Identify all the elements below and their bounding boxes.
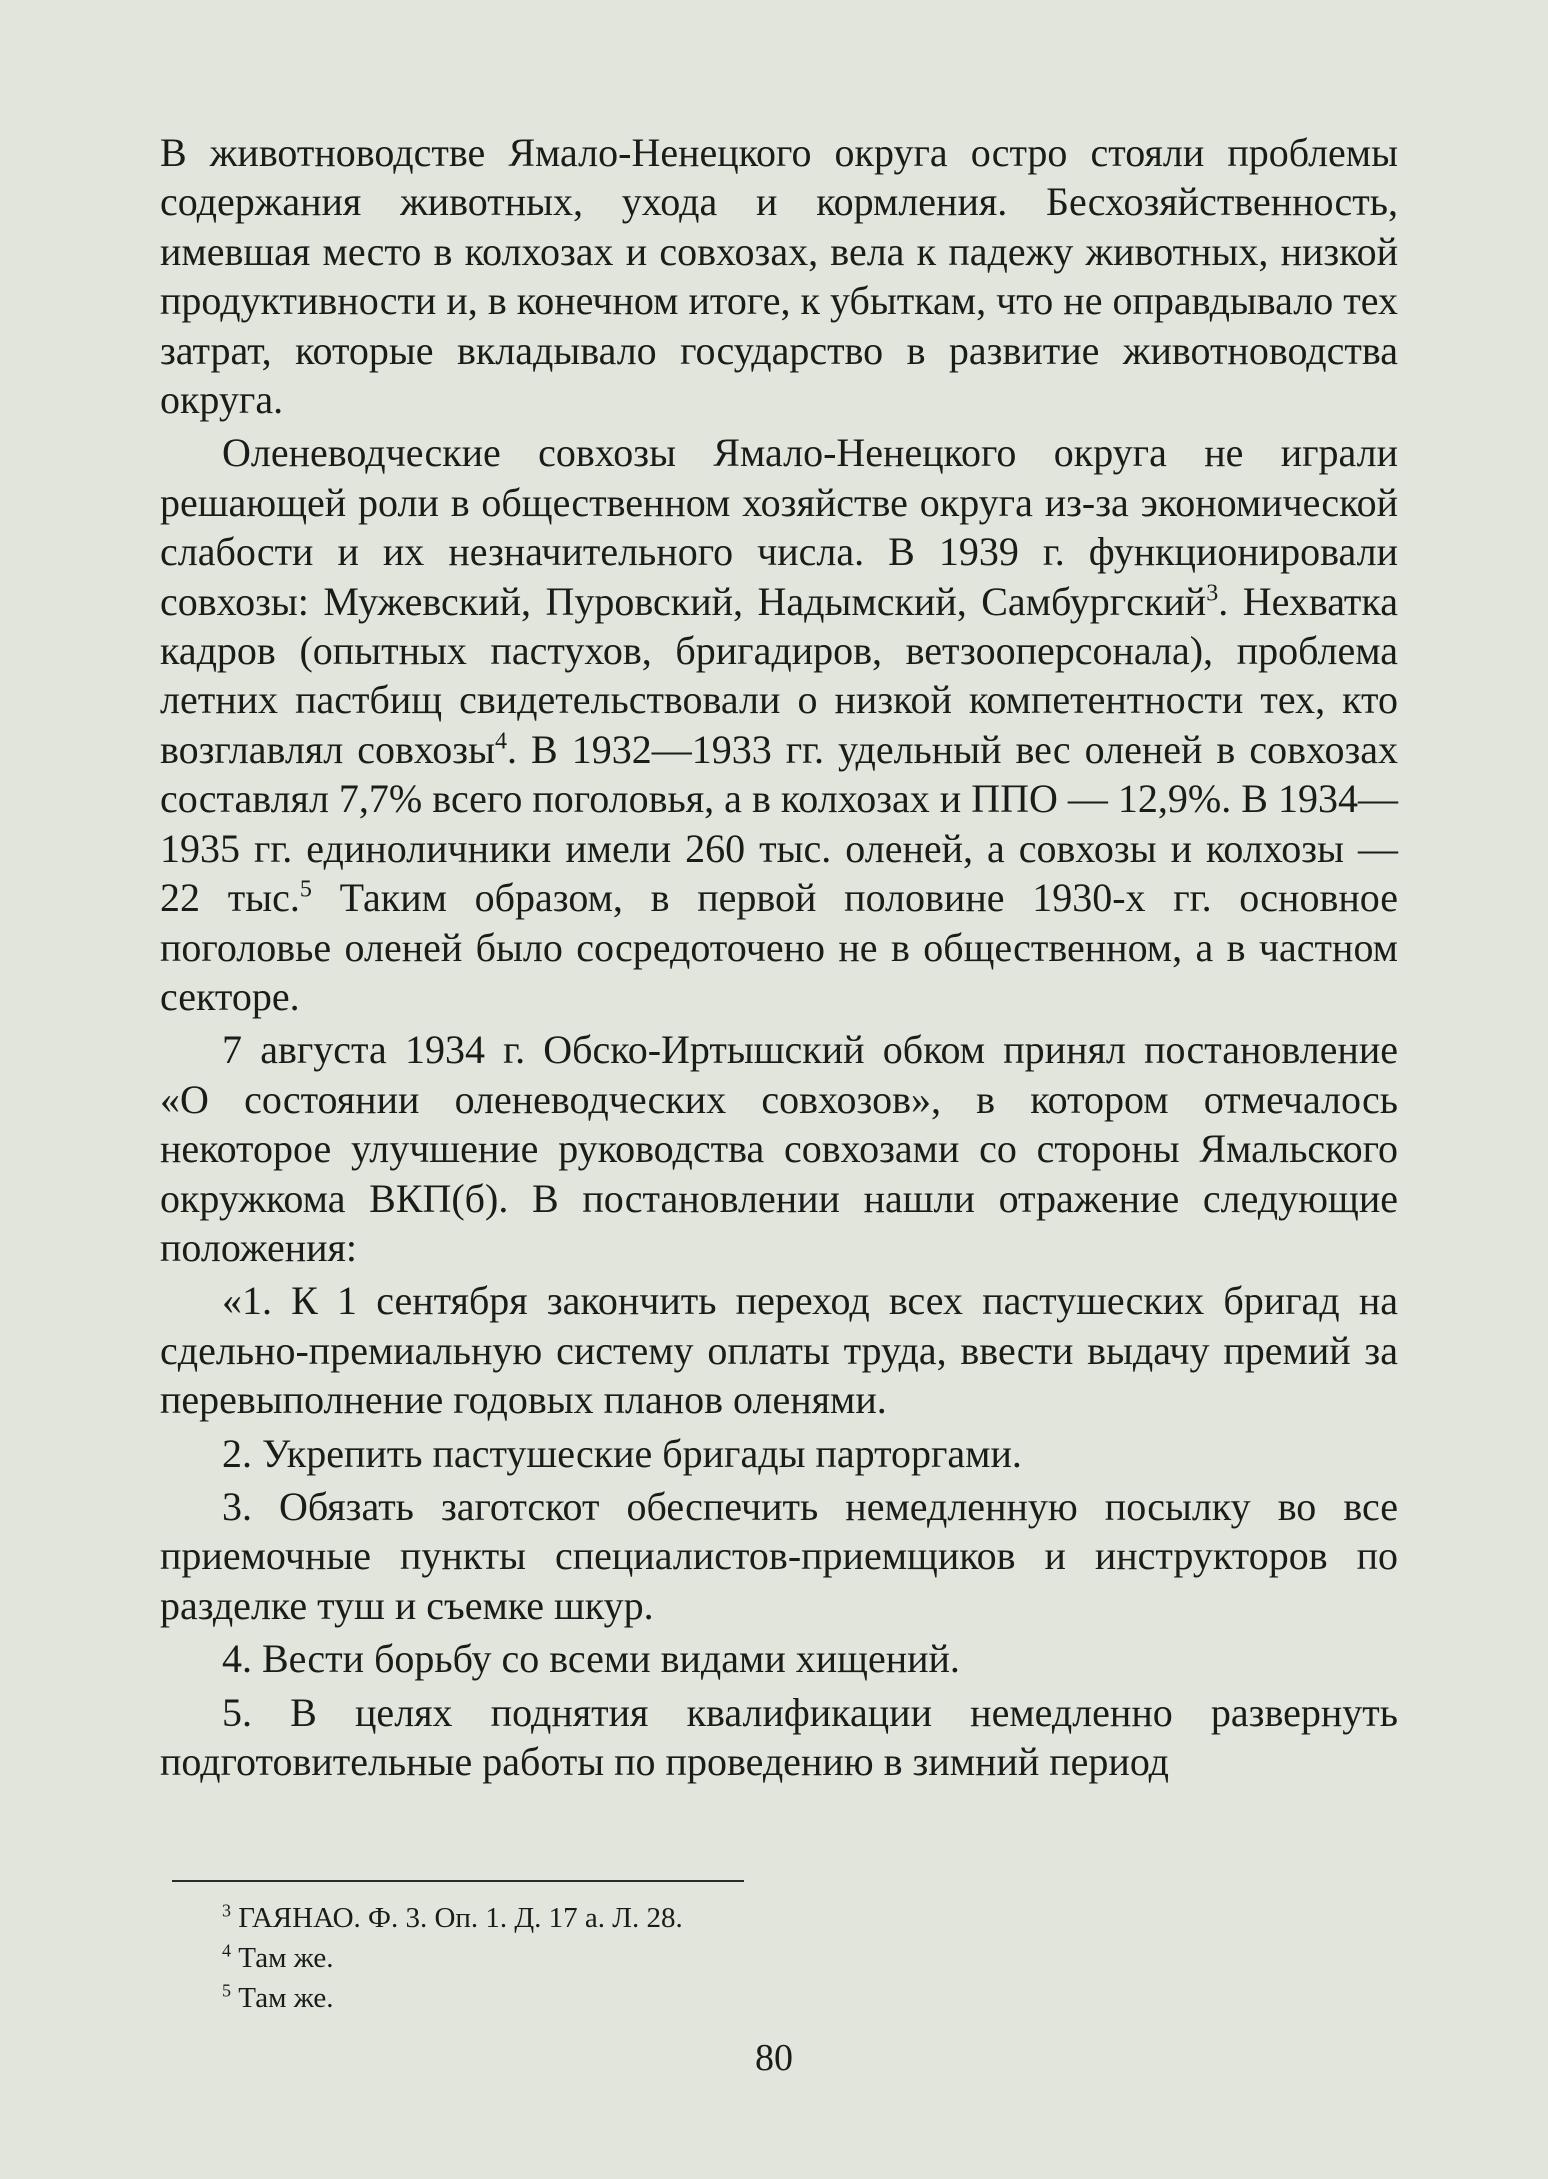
resolution-item-3: 3. Обязать заготскот обеспечить немедленную посылку во все приемочные пункты специалистов-приемщиков и инструкторов по разделке туш и съемке шкур. — [160, 1483, 1398, 1628]
body-text — [160, 128, 1398, 1786]
resolution-item-1: «1. К 1 сентября закончить переход всех пастушеских бригад на сдельно-премиальную систему оплаты труда, ввести выдачу премий за перевыполнение годовых планов оленями. — [160, 1278, 1398, 1423]
paragraph-2-part-4: Таким образом, в первой половине 1930-х гг. основное поголовье оленей было сосредоточено не в общественном, а в частном секторе. — [160, 875, 1399, 1019]
footnote-ref-3: 3 — [1206, 580, 1219, 607]
footnote-divider — [172, 1880, 744, 1882]
paragraph-1: В животноводстве Ямало-Ненецкого округа остро стояли проблемы содержания животных, ухода и кормления. Бесхозяйственность, имевшая место в колхозах и совхозах, вела к падежу животных, низкой продуктивности и, в конечном итоге, к убыткам, что не оправдывало тех затрат, которые вкладывало государство в развитие животноводства округа. — [160, 130, 1398, 423]
footnote-number: 5 — [222, 1980, 231, 2001]
resolution-item-5: 5. В целях поднятия квалификации немедленно развернуть подготовительные работы по проведению в зимний период — [160, 1689, 1398, 1784]
paragraph-3: 7 августа 1934 г. Обско-Иртышский обком принял постановление «О состоянии оленеводческих совхозов», в котором отмечалось некоторое улучшение руководства совхозами со стороны Ямальского окружкома ВКП(б). В постановлении нашли отражение следующие положения: — [160, 1027, 1398, 1270]
footnote-text: ГАЯНАО. Ф. 3. Оп. 1. Д. 17 а. Л. 28. — [238, 1902, 683, 1934]
paragraph-2-part-1: Оленеводческие совхозы Ямало-Ненецкого округа не играли решающей роли в общественном хозяйстве округа из-за экономической слабости и их незначительного числа. В 1939 г. функционировали совхозы: Мужевский, Пуровский, Надымский, Самбургский — [160, 430, 1398, 624]
footnote-4 — [222, 1938, 1222, 1978]
footnote-5 — [222, 1978, 1222, 2018]
footnote-text: Там же. — [238, 1942, 334, 1974]
footnotes — [222, 1898, 1222, 2018]
resolution-item-4: 4. Вести борьбу со всеми видами хищений. — [222, 1636, 960, 1682]
footnote-3 — [222, 1898, 1222, 1938]
resolution-item-2: 2. Укрепить пастушеские бригады парторгами. — [222, 1430, 1022, 1476]
footnote-ref-4: 4 — [495, 728, 507, 755]
footnote-text: Там же. — [238, 1982, 334, 2014]
footnote-number: 3 — [222, 1900, 231, 1921]
footnote-number: 4 — [222, 1940, 231, 1961]
footnote-ref-5: 5 — [299, 876, 312, 903]
paragraph-2-part-3: . В 1932—1933 гг. удельный вес оленей в совхозах составлял 7,7% всего поголовья, а в колхозах и ППО — 12,9%. В 1934—1935 гг. единоличники имели 260 тыс. оленей, а совхозы и колхозы — 22 тыс. — [160, 726, 1398, 921]
paragraph-2-part-2: . Нехватка кадров (опытных пастухов, бригадиров, ветзооперсонала), проблема летних пастбищ свидетельствовали о низкой компетентности тех, кто возглавлял совхозы — [160, 578, 1398, 772]
paragraph-2 — [160, 428, 1398, 1021]
page-number: 80 — [755, 2037, 793, 2079]
